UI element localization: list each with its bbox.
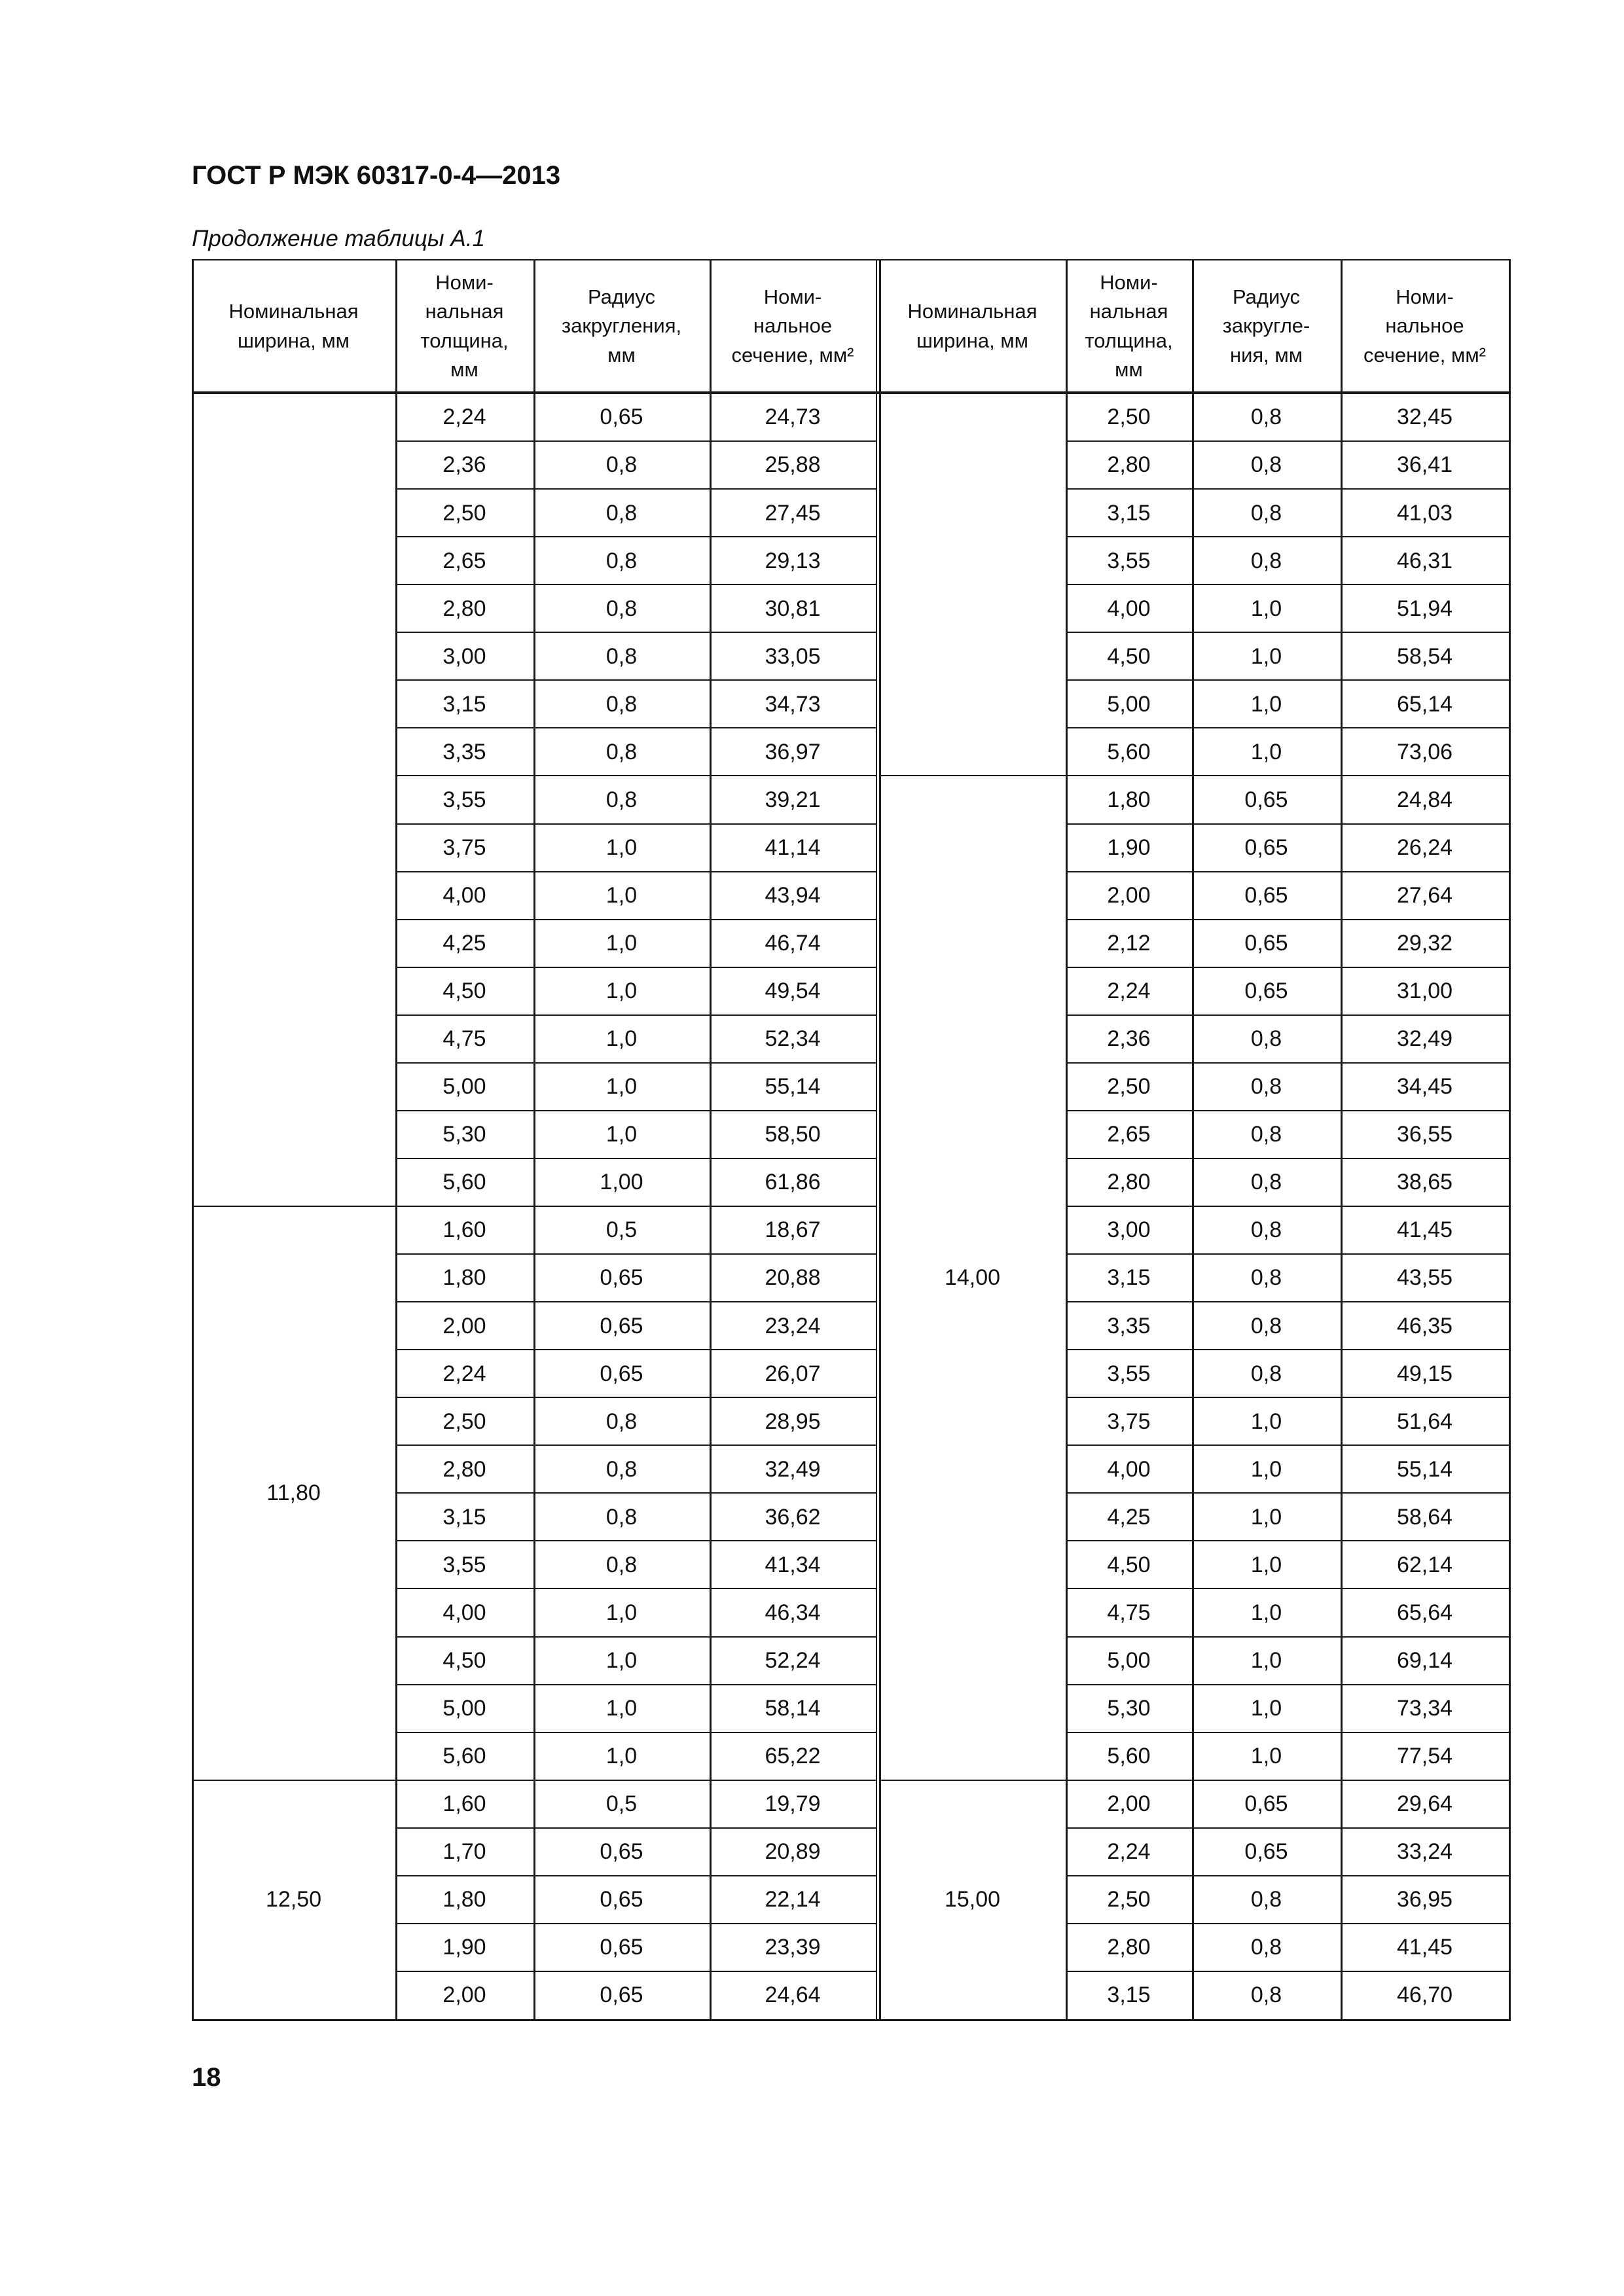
row-line <box>395 967 877 968</box>
table-cell: 1,0 <box>1250 1744 1282 1769</box>
table-cell: 52,34 <box>765 1026 821 1052</box>
table-cell: 1,0 <box>605 1026 638 1052</box>
column-line <box>710 259 712 2021</box>
table-cell: 24,64 <box>765 1982 821 2008</box>
table-cell: 0,8 <box>605 787 638 812</box>
table-cell: 18,67 <box>765 1217 821 1243</box>
row-line <box>395 536 877 537</box>
table-cell: 55,14 <box>1396 1456 1453 1482</box>
table-cell: 0,8 <box>1250 404 1282 430</box>
column-line <box>192 259 194 2021</box>
table-cell: 3,55 <box>1107 548 1151 573</box>
table-cell: 0,8 <box>1250 1026 1282 1052</box>
table-cell: 0,8 <box>1250 1217 1282 1243</box>
header-cell: Номи- нальная толщина, мм <box>420 270 509 381</box>
row-line <box>1066 1827 1510 1829</box>
table-cell: 1,0 <box>1250 596 1282 621</box>
table-cell: 69,14 <box>1396 1647 1453 1673</box>
column-line <box>879 259 881 2021</box>
table-cell: 73,06 <box>1396 739 1453 764</box>
row-line <box>1066 1444 1510 1446</box>
table-cell: 24,84 <box>1396 787 1453 812</box>
row-line <box>1066 823 1510 825</box>
table-cell: 0,65 <box>1244 834 1288 860</box>
table-cell: 0,5 <box>605 1791 638 1817</box>
table-cell: 4,00 <box>1107 596 1151 621</box>
header-cell: Номинальная ширина, мм <box>907 300 1038 352</box>
table-cell: 5,00 <box>1107 1647 1151 1673</box>
table-cell: 29,64 <box>1396 1791 1453 1817</box>
table-cell: 73,34 <box>1396 1696 1453 1721</box>
table-cell: 31,00 <box>1396 978 1453 1004</box>
column-line <box>1341 259 1343 2021</box>
table-cell: 49,15 <box>1396 1361 1453 1386</box>
table-cell: 24,73 <box>765 404 821 430</box>
column-line <box>1192 259 1194 2021</box>
table-cell: 26,24 <box>1396 834 1453 860</box>
table-cell: 34,45 <box>1396 1074 1453 1100</box>
table-cell: 46,31 <box>1396 548 1453 573</box>
table-cell: 39,21 <box>765 787 821 812</box>
table-cell: 46,74 <box>765 931 821 956</box>
table-cell: 1,0 <box>1250 1408 1282 1434</box>
table-cell: 62,14 <box>1396 1552 1453 1577</box>
table-cell: 0,8 <box>605 596 638 621</box>
table-cell: 0,65 <box>1244 931 1288 956</box>
row-line <box>1066 1062 1510 1064</box>
table-cell: 27,64 <box>1396 883 1453 908</box>
table-cell: 0,65 <box>600 1839 643 1865</box>
table-cell: 58,14 <box>765 1696 821 1721</box>
table-cell: 36,97 <box>765 739 821 764</box>
row-line <box>395 1636 877 1638</box>
table-cell: 0,8 <box>605 1552 638 1577</box>
row-line <box>395 1397 877 1398</box>
table-cell: 51,64 <box>1396 1408 1453 1434</box>
row-line <box>192 1780 877 1781</box>
row-line <box>1066 1014 1510 1016</box>
row-line <box>1066 1923 1510 1924</box>
table-cell: 5,60 <box>1107 739 1151 764</box>
row-line <box>879 1780 1510 1781</box>
row-line <box>395 1158 877 1159</box>
table-cell: 0,8 <box>1250 1935 1282 1960</box>
table-cell: 4,75 <box>442 1026 486 1052</box>
table-cell: 3,35 <box>442 739 486 764</box>
table-border-top <box>192 259 1510 260</box>
header-cell: Номи- нальное сечение, мм² <box>731 285 854 367</box>
table-cell: 0,65 <box>1244 883 1288 908</box>
table-cell: 4,75 <box>1107 1600 1151 1625</box>
table-cell: 3,75 <box>442 834 486 860</box>
table-cell: 41,45 <box>1396 1935 1453 1960</box>
table-cell: 1,0 <box>605 931 638 956</box>
row-line <box>1066 1875 1510 1876</box>
row-line <box>1066 1492 1510 1494</box>
table-cell: 1,0 <box>605 1696 638 1721</box>
row-line <box>395 823 877 825</box>
column-line <box>395 259 397 2021</box>
table-cell: 2,65 <box>1107 1122 1151 1147</box>
table-cell: 1,0 <box>1250 643 1282 669</box>
table-cell: 4,25 <box>442 931 486 956</box>
table-cell: 1,00 <box>600 1170 643 1195</box>
table-cell: 4,25 <box>1107 1504 1151 1530</box>
table-cell: 2,80 <box>1107 452 1151 478</box>
header-separator <box>192 391 1510 394</box>
column-line <box>876 259 877 2021</box>
row-line <box>1066 632 1510 633</box>
table-cell: 1,60 <box>442 1791 486 1817</box>
table-cell: 2,65 <box>442 548 486 573</box>
table-cell: 2,24 <box>442 404 486 430</box>
table-cell: 0,65 <box>600 404 643 430</box>
table-cell: 1,0 <box>1250 1600 1282 1625</box>
table-cell: 1,70 <box>442 1839 486 1865</box>
table-cell: 0,8 <box>605 452 638 478</box>
table-cell: 0,5 <box>605 1217 638 1243</box>
table-cell: 58,54 <box>1396 643 1453 669</box>
table-cell: 20,88 <box>765 1265 821 1291</box>
table-cell: 0,65 <box>600 1313 643 1338</box>
width-group-cell: 11,80 <box>266 1480 321 1506</box>
table-cell: 5,00 <box>1107 691 1151 717</box>
table-cell: 4,50 <box>442 978 486 1004</box>
row-line <box>1066 679 1510 681</box>
table-cell: 3,15 <box>1107 1982 1151 2008</box>
table-cell: 33,24 <box>1396 1839 1453 1865</box>
row-line <box>395 440 877 442</box>
table-cell: 2,36 <box>442 452 486 478</box>
table-cell: 65,14 <box>1396 691 1453 717</box>
table-cell: 19,79 <box>765 1791 821 1817</box>
table-cell: 0,8 <box>1250 1313 1282 1338</box>
table-cell: 43,94 <box>765 883 821 908</box>
table-border-bottom <box>192 2019 1510 2021</box>
table-cell: 2,00 <box>1107 883 1151 908</box>
table-cell: 0,65 <box>600 1887 643 1912</box>
row-line <box>395 1062 877 1064</box>
table-cell: 58,64 <box>1396 1504 1453 1530</box>
row-line <box>1066 1158 1510 1159</box>
table-cell: 2,00 <box>442 1313 486 1338</box>
row-line <box>1066 536 1510 537</box>
table-cell: 41,45 <box>1396 1217 1453 1243</box>
table-cell: 5,00 <box>442 1074 486 1100</box>
header-cell: Номи- нальная толщина, мм <box>1085 270 1173 381</box>
table-cell: 0,8 <box>1250 452 1282 478</box>
row-line <box>879 775 1510 776</box>
table-cell: 0,8 <box>605 643 638 669</box>
table-cell: 1,0 <box>1250 1696 1282 1721</box>
table-cell: 5,00 <box>442 1696 486 1721</box>
table-cell: 3,15 <box>442 1504 486 1530</box>
row-line <box>1066 1110 1510 1111</box>
row-line <box>1066 727 1510 728</box>
table-cell: 36,55 <box>1396 1122 1453 1147</box>
table-cell: 46,34 <box>765 1600 821 1625</box>
table-cell: 30,81 <box>765 596 821 621</box>
row-line <box>1066 1349 1510 1350</box>
width-group-cell: 15,00 <box>944 1887 1001 1912</box>
table-cell: 65,22 <box>765 1744 821 1769</box>
table-cell: 2,80 <box>442 596 486 621</box>
table-cell: 3,35 <box>1107 1313 1151 1338</box>
row-line <box>395 1014 877 1016</box>
table-cell: 32,49 <box>1396 1026 1453 1052</box>
table-cell: 2,00 <box>442 1982 486 2008</box>
row-line <box>1066 919 1510 920</box>
table-cell: 2,00 <box>1107 1791 1151 1817</box>
table-cell: 46,35 <box>1396 1313 1453 1338</box>
table-cell: 2,24 <box>442 1361 486 1386</box>
table-cell: 23,39 <box>765 1935 821 1960</box>
table-cell: 36,95 <box>1396 1887 1453 1912</box>
table-cell: 25,88 <box>765 452 821 478</box>
table-cell: 22,14 <box>765 1887 821 1912</box>
row-line <box>1066 584 1510 585</box>
table-cell: 2,12 <box>1107 931 1151 956</box>
table-cell: 0,8 <box>1250 1265 1282 1291</box>
table-cell: 3,15 <box>1107 500 1151 526</box>
table-cell: 32,45 <box>1396 404 1453 430</box>
table-cell: 1,0 <box>605 834 638 860</box>
table-cell: 0,8 <box>605 1408 638 1434</box>
table-cell: 0,8 <box>605 1456 638 1482</box>
column-line <box>1509 259 1511 2021</box>
row-line <box>395 1110 877 1111</box>
table-cell: 1,0 <box>1250 739 1282 764</box>
table-cell: 4,50 <box>1107 1552 1151 1577</box>
table-cell: 4,00 <box>442 883 486 908</box>
row-line <box>1066 1397 1510 1398</box>
header-cell: Радиус закругления, мм <box>561 285 682 367</box>
table-cell: 1,0 <box>605 1122 638 1147</box>
table-cell: 0,8 <box>605 739 638 764</box>
table-cell: 46,70 <box>1396 1982 1453 2008</box>
table-cell: 4,50 <box>442 1647 486 1673</box>
table-cell: 43,55 <box>1396 1265 1453 1291</box>
table-cell: 4,50 <box>1107 643 1151 669</box>
row-line <box>395 632 877 633</box>
table-cell: 41,34 <box>765 1552 821 1577</box>
table-cell: 1,0 <box>605 1647 638 1673</box>
table-cell: 1,0 <box>605 1074 638 1100</box>
table-cell: 32,49 <box>765 1456 821 1482</box>
row-line <box>395 1349 877 1350</box>
table-cell: 0,8 <box>605 500 638 526</box>
table-cell: 2,80 <box>1107 1170 1151 1195</box>
table-cell: 26,07 <box>765 1361 821 1386</box>
row-line <box>395 1732 877 1733</box>
table-cell: 3,00 <box>442 643 486 669</box>
table-cell: 1,0 <box>1250 1552 1282 1577</box>
row-line <box>1066 1588 1510 1589</box>
table-cell: 5,60 <box>1107 1744 1151 1769</box>
table-cell: 0,65 <box>1244 1839 1288 1865</box>
table-cell: 1,60 <box>442 1217 486 1243</box>
table-cell: 33,05 <box>765 643 821 669</box>
row-line <box>395 1492 877 1494</box>
table-cell: 0,8 <box>1250 500 1282 526</box>
table-cell: 20,89 <box>765 1839 821 1865</box>
row-line <box>395 727 877 728</box>
row-line <box>395 1827 877 1829</box>
table-cell: 0,8 <box>1250 1170 1282 1195</box>
table-cell: 1,0 <box>605 978 638 1004</box>
table-cell: 1,0 <box>605 1600 638 1625</box>
table-cell: 1,0 <box>1250 1647 1282 1673</box>
table-cell: 4,00 <box>1107 1456 1151 1482</box>
table-cell: 1,90 <box>1107 834 1151 860</box>
header-cell: Радиус закругле- ния, мм <box>1222 285 1310 367</box>
table-cell: 3,15 <box>442 691 486 717</box>
row-line <box>395 1540 877 1541</box>
table-cell: 0,65 <box>1244 978 1288 1004</box>
table-cell: 0,65 <box>1244 1791 1288 1817</box>
table-cell: 65,64 <box>1396 1600 1453 1625</box>
table-cell: 0,8 <box>605 1504 638 1530</box>
table-cell: 1,0 <box>605 1744 638 1769</box>
table-cell: 52,24 <box>765 1647 821 1673</box>
row-line <box>395 1588 877 1589</box>
page-number: 18 <box>192 2063 221 2092</box>
table-cell: 2,80 <box>1107 1935 1151 1960</box>
table-cell: 0,65 <box>1244 787 1288 812</box>
table-cell: 29,32 <box>1396 931 1453 956</box>
row-line <box>395 871 877 872</box>
table-cell: 0,8 <box>1250 548 1282 573</box>
row-line <box>395 1253 877 1255</box>
table-cell: 28,95 <box>765 1408 821 1434</box>
row-line <box>1066 1540 1510 1541</box>
table-cell: 0,8 <box>605 691 638 717</box>
table-cell: 2,24 <box>1107 1839 1151 1865</box>
table-cell: 5,60 <box>442 1744 486 1769</box>
table-cell: 0,65 <box>600 1935 643 1960</box>
table-cell: 1,80 <box>442 1265 486 1291</box>
table-cell: 0,65 <box>600 1361 643 1386</box>
table-cell: 1,0 <box>1250 1456 1282 1482</box>
table-cell: 0,8 <box>1250 1074 1282 1100</box>
table-cell: 3,75 <box>1107 1408 1151 1434</box>
table-cell: 2,50 <box>442 500 486 526</box>
row-line <box>1066 1636 1510 1638</box>
table-cell: 34,73 <box>765 691 821 717</box>
row-line <box>395 488 877 490</box>
table-cell: 1,0 <box>1250 1504 1282 1530</box>
row-line <box>192 1206 877 1207</box>
table-cell: 0,8 <box>1250 1361 1282 1386</box>
table-cell: 3,55 <box>442 1552 486 1577</box>
table-cell: 0,8 <box>1250 1982 1282 2008</box>
row-line <box>395 1444 877 1446</box>
table-cell: 36,41 <box>1396 452 1453 478</box>
table-cell: 41,03 <box>1396 500 1453 526</box>
table-cell: 58,50 <box>765 1122 821 1147</box>
row-line <box>1066 440 1510 442</box>
row-line <box>1066 1301 1510 1302</box>
table-cell: 29,13 <box>765 548 821 573</box>
row-line <box>395 1875 877 1876</box>
row-line <box>395 1684 877 1685</box>
row-line <box>1066 488 1510 490</box>
table-cell: 0,8 <box>1250 1887 1282 1912</box>
row-line <box>1066 1971 1510 1972</box>
table-cell: 2,50 <box>1107 1074 1151 1100</box>
table-cell: 23,24 <box>765 1313 821 1338</box>
header-cell: Номи- нальное сечение, мм² <box>1363 285 1486 367</box>
table-cell: 0,65 <box>600 1982 643 2008</box>
table-cell: 2,24 <box>1107 978 1151 1004</box>
row-line <box>395 919 877 920</box>
row-line <box>395 775 877 776</box>
table-cell: 2,80 <box>442 1456 486 1482</box>
table-cell: 61,86 <box>765 1170 821 1195</box>
table-cell: 38,65 <box>1396 1170 1453 1195</box>
row-line <box>395 584 877 585</box>
row-line <box>1066 1684 1510 1685</box>
row-line <box>395 1301 877 1302</box>
table-cell: 49,54 <box>765 978 821 1004</box>
row-line <box>1066 1732 1510 1733</box>
table-cell: 5,30 <box>442 1122 486 1147</box>
table-cell: 4,00 <box>442 1600 486 1625</box>
width-group-cell: 12,50 <box>265 1887 322 1912</box>
table-cell: 1,80 <box>1107 787 1151 812</box>
table-cell: 2,50 <box>1107 404 1151 430</box>
table-caption: Продолжение таблицы А.1 <box>192 226 485 251</box>
table-cell: 1,0 <box>605 883 638 908</box>
table-cell: 1,90 <box>442 1935 486 1960</box>
table-cell: 3,55 <box>1107 1361 1151 1386</box>
table-cell: 36,62 <box>765 1504 821 1530</box>
width-group-cell: 14,00 <box>944 1265 1001 1291</box>
row-line <box>395 1923 877 1924</box>
table-cell: 3,55 <box>442 787 486 812</box>
column-line <box>533 259 535 2021</box>
table-cell: 0,8 <box>1250 1122 1282 1147</box>
row-line <box>395 1971 877 1972</box>
table-cell: 2,50 <box>442 1408 486 1434</box>
row-line <box>395 679 877 681</box>
column-line <box>1066 259 1068 2021</box>
table-cell: 51,94 <box>1396 596 1453 621</box>
header-cell: Номинальная ширина, мм <box>228 300 359 352</box>
table-cell: 3,15 <box>1107 1265 1151 1291</box>
row-line <box>1066 967 1510 968</box>
table-cell: 77,54 <box>1396 1744 1453 1769</box>
table-cell: 2,50 <box>1107 1887 1151 1912</box>
table-cell: 0,8 <box>605 548 638 573</box>
table-cell: 41,14 <box>765 834 821 860</box>
row-line <box>1066 1206 1510 1207</box>
table-cell: 27,45 <box>765 500 821 526</box>
table-cell: 55,14 <box>765 1074 821 1100</box>
table-cell: 5,60 <box>442 1170 486 1195</box>
table-cell: 3,00 <box>1107 1217 1151 1243</box>
page-title: ГОСТ Р МЭК 60317-0-4—2013 <box>192 161 561 190</box>
row-line <box>1066 871 1510 872</box>
row-line <box>1066 1253 1510 1255</box>
table-cell: 2,36 <box>1107 1026 1151 1052</box>
table-cell: 0,65 <box>600 1265 643 1291</box>
table-cell: 1,80 <box>442 1887 486 1912</box>
table-cell: 1,0 <box>1250 691 1282 717</box>
table-cell: 5,30 <box>1107 1696 1151 1721</box>
